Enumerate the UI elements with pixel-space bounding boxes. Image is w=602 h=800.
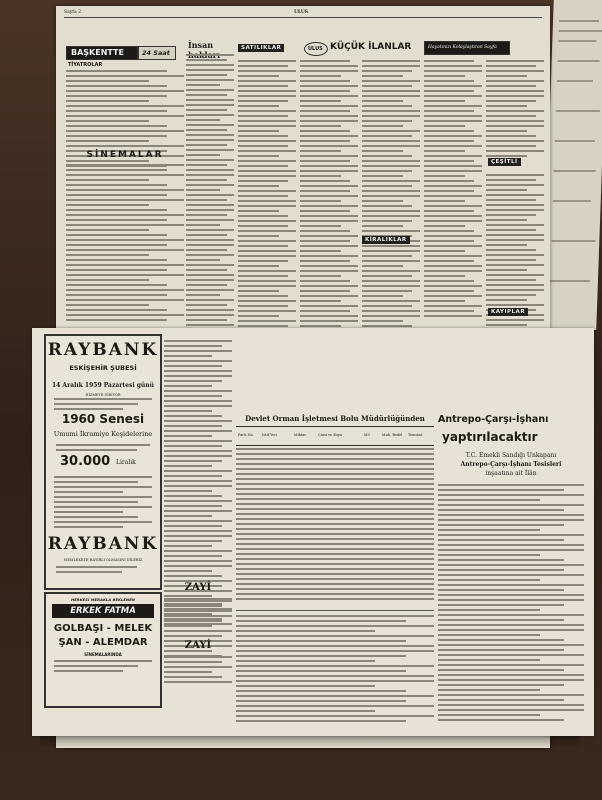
zayi-heading-2: ZAYİ bbox=[184, 640, 212, 651]
baskentte-badge-box bbox=[138, 46, 176, 60]
antrepo-title-2: yaptırılacaktır bbox=[442, 430, 538, 444]
raybank-copy-4 bbox=[56, 566, 150, 576]
sinemalar-text-block bbox=[66, 164, 184, 324]
background-newspaper-edge bbox=[542, 0, 602, 330]
cinema-line-1: GOLBAŞI - MELEK bbox=[53, 623, 153, 634]
orman-header-istif: Istif Yeri bbox=[262, 433, 277, 437]
kucuk-ilanlar-section bbox=[238, 40, 544, 330]
ilan-col-3 bbox=[362, 60, 420, 260]
insan-haklari-text bbox=[186, 54, 234, 349]
raybank-copy-2 bbox=[56, 444, 150, 454]
baskentte-column bbox=[66, 46, 184, 328]
erkek-fatma-title: ERKEK FATMA bbox=[70, 606, 136, 616]
kucuk-ilanlar-note: Hayatınızı Kolaylaştıran Sayfa bbox=[428, 45, 497, 50]
ilan-col-2 bbox=[300, 60, 358, 345]
erkek-fatma-title-box bbox=[52, 604, 154, 618]
orman-isletmesi-ad bbox=[236, 414, 434, 734]
page-header bbox=[64, 9, 542, 18]
raybank-amount-unit: Liralık bbox=[116, 459, 136, 466]
antrepo-sub-2: Antrepo-Çarşı-İşhanı Tesisleri bbox=[460, 461, 562, 468]
orman-header-parti: Parti No bbox=[238, 433, 253, 437]
raybank-copy-3 bbox=[54, 476, 152, 531]
raybank-amount: 30.000 bbox=[60, 454, 111, 469]
raybank-ad bbox=[44, 334, 162, 590]
orman-table-rows bbox=[236, 448, 434, 603]
ilan-col-1 bbox=[238, 60, 296, 345]
satiliklar-tag: SATILIKLAR bbox=[238, 44, 284, 52]
zayi-text-2 bbox=[164, 656, 232, 686]
orman-header-teminat: Teminat bbox=[408, 433, 423, 437]
erkek-fatma-ad bbox=[44, 592, 162, 708]
erkek-fatma-top: HERKESİ MERAKLA BEKLENEN bbox=[71, 597, 135, 602]
antrepo-ad bbox=[438, 414, 584, 734]
raybank-draw: Umumi İkramiye Keşidelerine bbox=[53, 430, 153, 438]
baskentte-badge: 24 Saat bbox=[142, 49, 170, 57]
orman-table-header bbox=[236, 426, 434, 446]
raybank-title-top: RAYBANK bbox=[47, 340, 159, 360]
antrepo-title-1: Antrepo-Çarşı-İşhanı bbox=[438, 414, 549, 425]
baskentte-title: BAŞKENTTE bbox=[71, 48, 124, 57]
sinemalar-heading: SİNEMALAR bbox=[86, 150, 164, 160]
insan-haklari-title: İnsan bbox=[188, 40, 214, 50]
ulus-logo-text: ULUS bbox=[308, 46, 323, 52]
raybank-small: HİZMETE GİRİYOR bbox=[85, 393, 121, 397]
paper-name: ULUS bbox=[294, 10, 309, 15]
ilan-col-4 bbox=[424, 60, 482, 320]
zayi-text-1 bbox=[164, 598, 232, 628]
raybank-date: 14 Aralık 1959 Pazartesi günü bbox=[51, 382, 155, 389]
kucuk-ilanlar-note-box bbox=[424, 41, 510, 55]
orman-header-m3: M3 bbox=[364, 433, 370, 437]
antrepo-sub-3: inşaatına ait İlân bbox=[485, 470, 537, 477]
lower-text-column bbox=[164, 340, 232, 580]
insan-haklari-column bbox=[186, 40, 234, 330]
orman-notes bbox=[236, 610, 434, 725]
raybank-year: 1960 Senesi bbox=[61, 412, 145, 426]
antrepo-text bbox=[438, 484, 584, 724]
orman-header-bedel: Muh. Bedel bbox=[382, 433, 403, 437]
cesitli-tag: ÇEŞİTLİ bbox=[488, 158, 521, 166]
raybank-footer: MEMLEKETE HAYIRLI OLMASINI DİLERİZ bbox=[63, 558, 143, 562]
cinema-line-2: ŞAN - ALEMDAR bbox=[58, 637, 148, 648]
raybank-branch: ESKİŞEHİR ŞUBESİ bbox=[69, 364, 137, 372]
kayiplar-tag: KAYIPLAR bbox=[488, 308, 528, 316]
tiyatrolar-heading: TİYATROLAR bbox=[68, 62, 103, 68]
orman-title: Devlet Orman İşletmesi Bolu Müdürlüğünden bbox=[245, 414, 425, 423]
kucuk-ilanlar-title: KÜÇÜK İLANLAR bbox=[330, 42, 412, 52]
ulus-logo bbox=[304, 42, 328, 56]
baskentte-title-box bbox=[66, 46, 138, 60]
cinema-copy bbox=[54, 660, 152, 675]
ilan-col-5 bbox=[486, 60, 544, 160]
antrepo-sub-1: T.C. Emekli Sandığı Unkapanı bbox=[465, 452, 557, 459]
raybank-copy-1 bbox=[54, 398, 152, 413]
zayi-heading-1: ZAYİ bbox=[184, 582, 212, 593]
page-shadow bbox=[40, 736, 580, 748]
page-number: Sayfa 2 bbox=[64, 10, 81, 15]
raybank-title-bottom: RAYBANK bbox=[47, 534, 159, 554]
cinema-sub: SİNEMALARINDA bbox=[84, 652, 122, 657]
orman-header-miktar: Miktar bbox=[294, 433, 306, 437]
kiraliklar-tag: KİRALIKLAR bbox=[362, 236, 410, 244]
orman-header-cinsi: Cinsi ve Boyu bbox=[318, 433, 343, 437]
